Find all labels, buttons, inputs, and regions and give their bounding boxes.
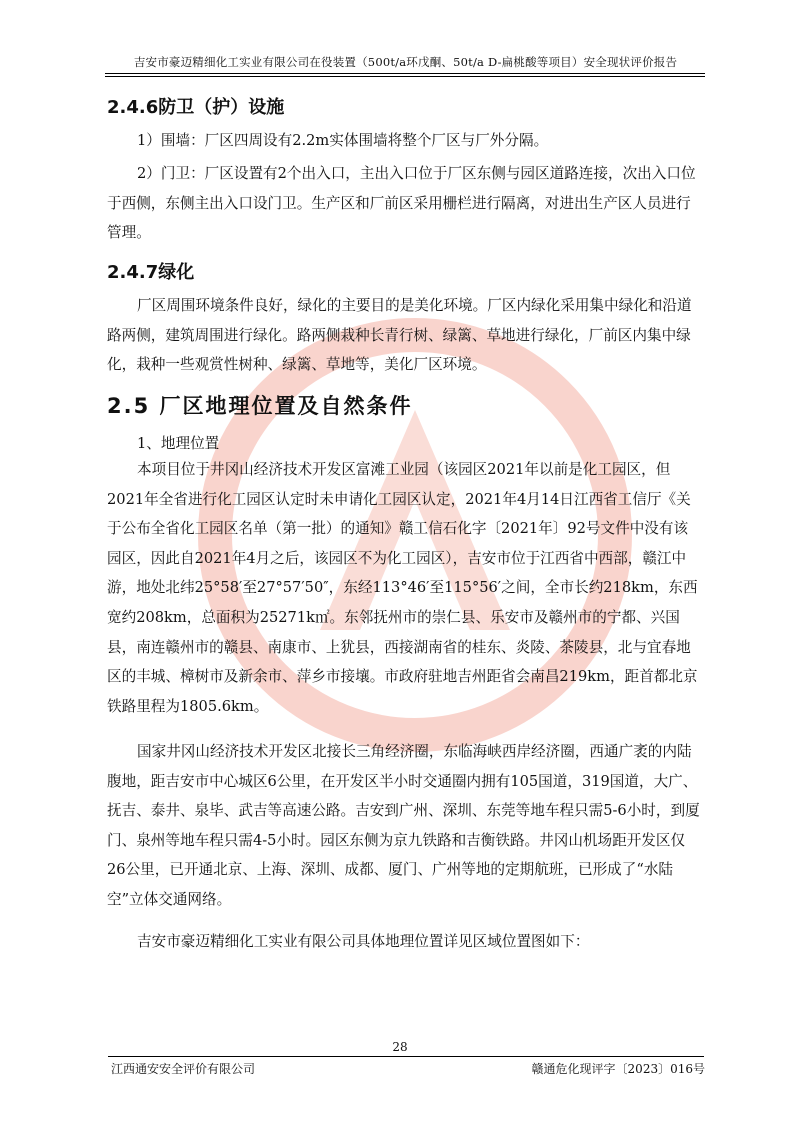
paragraph-transport: 国家井冈山经济技术开发区北接长三角经济圈，东临海峡西岸经济圈，西通广袤的内陆腹地，距吉安市中心城区6公里，在开发区半小时交通圈内拥有105国道，319国道，大广、抚吉、泰井、泉毕、武吉等高速公路。吉安到广州、深圳、东莞等地车程只需5-6小时，到厦门、泉州等地车程只需4-5小时。园区东侧为京九铁路和吉衡铁路。井冈山机场距开发区仅26公里，已开通北京、上海、深圳、成都、厦门、广州等地的定期航班，已形成了“水陆空”立体交通网络。 bbox=[107, 743, 700, 908]
paragraph-location-map-ref: 吉安市豪迈精细化工实业有限公司具体地理位置详见区域位置图如下： bbox=[137, 933, 590, 950]
paragraph-location: 本项目位于井冈山经济技术开发区富滩工业园（该园区2021年以前是化工园区，但2021年全省进行化工园区认定时未申请化工园区认定，2021年4月14日江西省工信厅《关于公布全省化工园区名单（第一批）的通知》赣工信石化字〔2021年〕92号文件中没有该园区，因此自2021年4月之后，该园区不为化工园区），吉安市位于江西省中西部，赣江中游，地处北纬25°58′至27°57′50″，东经113°46′至115°56′之间，全市长约218km，东西宽约208km，总面积为25271k㎡。东邻抚州市的崇仁县、乐安市及赣州市的宁都、兴国县，南连赣州市的赣县、南康市、上犹县，西接湖南省的桂东、炎陵、茶陵县，北与宜春地区的丰城、樟树市及新余市、萍乡市接壤。市政府驻地吉州距省会南昌219km，距首都北京铁路里程为1805.6km。 bbox=[107, 461, 698, 715]
header-divider bbox=[105, 73, 705, 77]
report-header: 吉安市豪迈精细化工实业有限公司在役装置（500t/a环戊酮、50t/a D-扁桃酸等项目）安全现状评价报告 bbox=[133, 55, 678, 69]
heading-2-4-7: 2.4.7绿化 bbox=[107, 262, 195, 283]
footer-doc-number: 赣通危化现评字〔2023〕016号 bbox=[531, 1062, 705, 1076]
heading-2-4-6: 2.4.6防卫（护）设施 bbox=[107, 97, 285, 118]
paragraph-wall: 1）围墙：厂区四周设有2.2m实体围墙将整个厂区与厂外分隔。 bbox=[137, 132, 549, 149]
paragraph-greening: 厂区周围环境条件良好，绿化的主要目的是美化环境。厂区内绿化采用集中绿化和沿道路两侧，建筑周围进行绿化。路两侧栽种长青行树、绿篱、草地进行绿化，厂前区内集中绿化，栽种一些观赏性树种、绿篱、草地等，美化厂区环境。 bbox=[107, 297, 692, 374]
subheading-location: 1、地理位置 bbox=[137, 435, 220, 452]
footer-company: 江西通安安全评价有限公司 bbox=[111, 1062, 256, 1076]
page-number: 28 bbox=[392, 1040, 408, 1054]
paragraph-gate: 2）门卫：厂区设置有2个出入口，主出入口位于厂区东侧与园区道路连接，次出入口位于西侧，东侧主出入口设门卫。生产区和厂前区采用栅栏进行隔离，对进出生产区人员进行管理。 bbox=[107, 165, 696, 242]
footer-divider bbox=[108, 1056, 704, 1057]
heading-2-5: 2.5 厂区地理位置及自然条件 bbox=[107, 394, 413, 418]
